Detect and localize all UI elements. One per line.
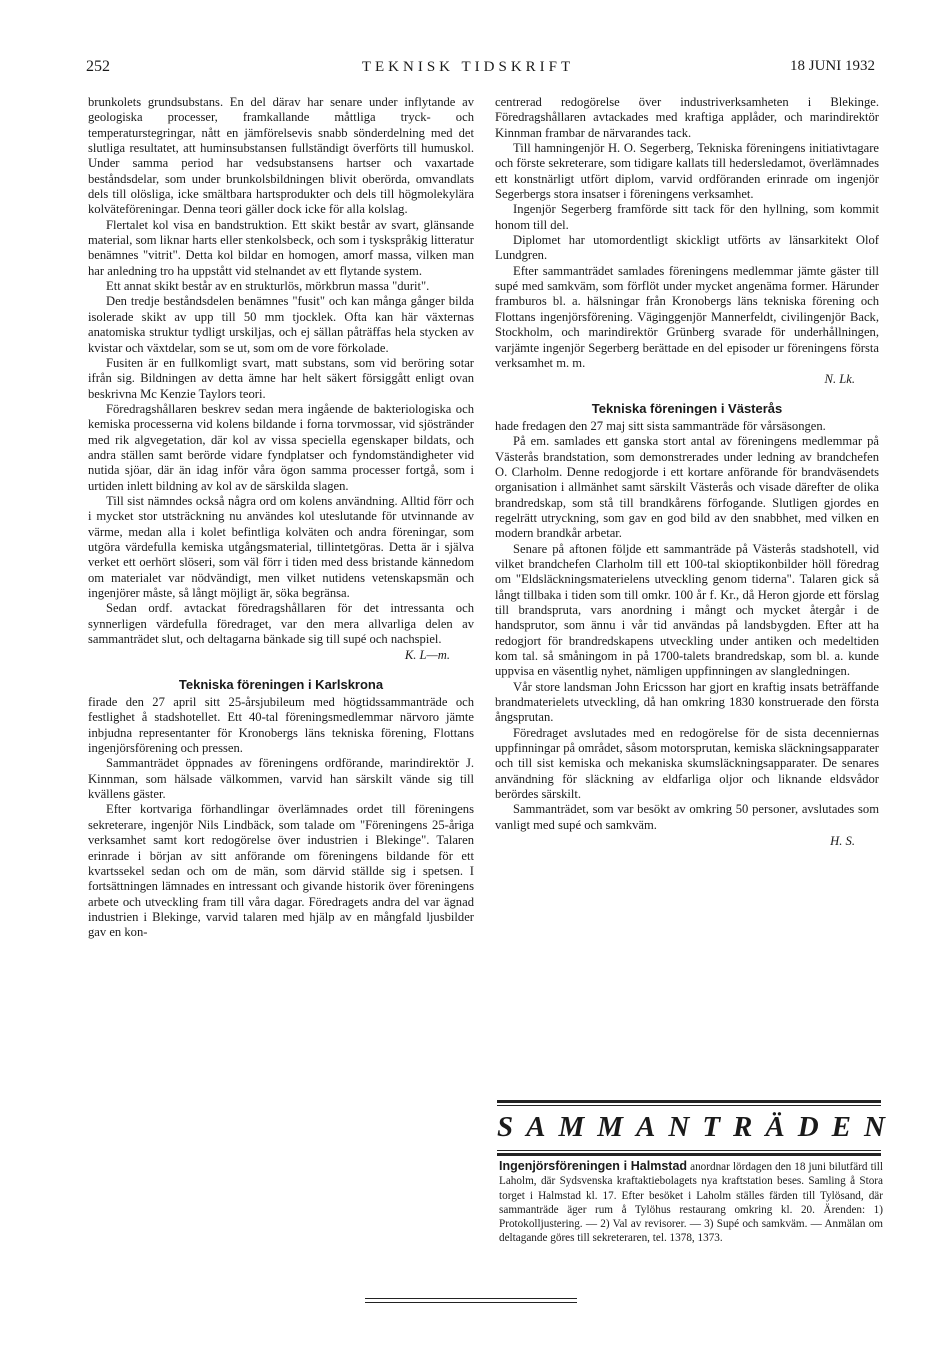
paragraph: Ingenjör Segerberg framförde sitt tack för den hyllning, som kommit honom till del. xyxy=(495,202,879,232)
paragraph: centrerad redogörelse över industriverksamheten i Blekinge. Föredragshållaren avtackades med kraftiga applåder, och marindirektör Kinnman frambar de närvarandes tack. xyxy=(495,95,879,140)
paragraph: Senare på aftonen följde ett sammanträde på Västerås stadshotell, vid vilket brandchefen Clarholm till ett 100-tal skioptikonbilder höll föredrag om "Eldsläckningsmaterielens utveckling genom tiderna". Talaren gick så långt tillbaka i tiden som till omkr. 100 år f. Kr., då Heron gjorde ett förslag till brandspruta, vars anordning i mångt och mycket återgår i de handsprutor, som ännu i vår tid användas på landsbygden. Efter att ha redogjort för brandredskapens utveckling under antiken och medeltiden kom tal. så småningom in på 1700-talets brandredskap, som bl. a. kunde uppvisa en väsentlig nyhet, nämligen uppfinningen av slangledningen. xyxy=(495,541,879,679)
section-heading-karlskrona: Tekniska föreningen i Karlskrona xyxy=(178,676,384,692)
paragraph: På em. samlades ett ganska stort antal av föreningens medlemmar på Västerås brandstation, som demonstrerades under ledning av brandchefen O. Clarholm. Denne redogjorde i ett kortare anförande för brandväsendets organisation i allmänhet samt särskilt Västerås och visade därefter de olika brandredskap, som stå till brandkårens förfogande. Slutligen gjordes en regelrätt utryckning, som gav en god bild av den snabbhet, med vilken en modern brandkår arbetar. xyxy=(495,434,879,541)
paragraph: Vår store landsman John Ericsson har gjort en kraftig insats beträffande brandmaterielets utveckling, då han omkring 1830 konstruerade den första ångsprutan. xyxy=(495,679,879,725)
left-column xyxy=(88,95,474,941)
end-rule xyxy=(365,1302,577,1303)
page-header xyxy=(0,58,936,84)
paragraph: Sammanträdet öppnades av föreningens ordförande, marindirektör J. Kinnman, som hälsade välkommen, varvid han särskilt vände sig till kvällens gäster. xyxy=(88,756,474,802)
paragraph: Diplomet har utomordentligt skickligt utförts av länsarkitekt Olof Lundgren. xyxy=(495,233,879,263)
paragraph: Flertalet kol visa en bandstruktion. Ett skikt består av svart, glänsande material, som liknar harts eller stenkolsbeck, och som i tyskspråkig litteratur benämnes "vitrit". Detta kol bildar en homogen, amorf massa, vilken man har anledning tro ha uppstått vid stelnandet av ett flytande system. xyxy=(88,217,474,278)
meeting-details: anordnar lördagen den 18 juni bilutfärd till Laholm, där Sydsvenska kraftaktiebolagets nya kraftstation beses. Samling å Stora torget i Halmstad kl. 17. Efter besöket i Laholm ställes färden till Tylösand, där sammanträde äger rum å Tylöhus restaurang omkring kl. 20. Ärenden: 1) Protokolljustering. — 2) Val av revisorer. — 3) Supé och samkväm. — Anmälan om deltagande göres till sekreteraren, tel. 1378, 1373. xyxy=(499,1161,884,1245)
paragraph: firade den 27 april sitt 25-årsjubileum med högtidssammanträde och festlighet å stadshotellet. Ett 40-tal föreningsmedlemmar närvoro jämte inbjudna representanter för Kronobergs läns tekniska förening, Flottans ingenjörsförening och pressen. xyxy=(88,695,474,756)
page-number: 252 xyxy=(86,58,110,75)
article-signature: K. L—m. xyxy=(404,648,450,663)
end-rule xyxy=(365,1298,577,1299)
paragraph: Den tredje beståndsdelen benämnes "fusit" och kan många gånger bilda isolerade skikt av upp till 50 mm tjocklek. Ofta kan här växternas anatomiska struktur tydligt urskiljas, och ej sällan påträffas hela stycken av kvistar och växtdelar, som se ut, som om de vore förkolade. xyxy=(88,294,474,355)
paragraph: Sammanträdet, som var besökt av omkring 50 personer, avslutades som vanligt med supé och samkväm. xyxy=(495,802,879,832)
paragraph: Efter kortvariga förhandlingar överlämnades ordet till föreningens sekreterare, ingenjör Nils Lindbäck, som talade om "Föreningens 25-åriga verksamhet samt kort redogörelse över industrien i Blekinge". Talaren erinrade i början av sitt anförande om föreningens bildande för ett kvartssekel sedan och om de män, som därvid ställde sig i spetsen. I fortsättningen lämnades en intressant och givande historik över föreningens arbete och utveckling fram till våra dagar. Föredragets andra del var ägnad industrien i Blekinge, varvid talaren med hjälp av en mångfald ljusbilder gav en kon- xyxy=(88,802,474,940)
paragraph: Till sist nämndes också några ord om kolens användning. Alltid förr och i mycket stor utsträckning nu användes kol uteslutande för utvinnande av värme, medan alla i kolet befintliga kolväten och andra föreningar, som utgöra värdefulla kemiska utgångsmaterial, tillintetgöras. Detta är i själva verket ett oerhört slöseri, som väl förr i tiden med dess bristande kännedom om materialet var nödvändigt, men vilket nutidens vetenskapsmän och ingenjörer måste, så långt möjligt är, söka begränsa. xyxy=(88,493,474,600)
paragraph: brunkolets grundsubstans. En del därav har senare under inflytande av geologiska processer, framkallande måttliga tryck- och temperaturstegringar, nått en jämförelsevis snabb sönderdelning med det slutliga resultatet, att huminsubstansen fullständigt överförts till humuskol. Under samma period har vedsubstansens hartser och vaxartade beståndsdelar, som under brunkolsbildningen blivit oberörda, omvandlats dels till olösliga, icke smältbara hartsprodukter och dels till högmolekylära kolväteföreningar. Denna teori gäller dock icke för alla kolslag. xyxy=(88,95,474,217)
article-signature: H. S. xyxy=(830,834,855,849)
right-column xyxy=(495,95,879,850)
paragraph: Föredraget avslutades med en redogörelse för de sista decenniernas uppfinningar på området, såsom motorsprutan, kemiska släckningsapparater och till sist kemiska och mekaniska skumsläckningsapparater. De senares användning för släckning av eldfarliga oljor och liknande eldsvådor berördes särskilt. xyxy=(495,725,880,802)
journal-title: TEKNISK TIDSKRIFT xyxy=(361,59,575,75)
paragraph: Till hamningenjör H. O. Segerberg, Tekniska föreningens initiativtagare och förste sekreterare, som tidigare kallats till hedersledamot, överlämnades ett konstnärligt utfört diplom, varvid ordföranden erinrade om ingenjör Segerbergs stora insatser i föreningens verksamhet. xyxy=(495,141,879,202)
meeting-organizer: Ingenjörsföreningen i Halmstad xyxy=(499,1159,688,1173)
meetings-banner xyxy=(497,1100,898,1156)
paragraph: Efter sammanträdet samlades föreningens medlemmar jämte gäster till supé med samkväm, som förflöt under mycket angenäma former. Härunder framburos bl. a. hälsningar från Kronobergs läns tekniska förening och Flottans ingenjörsförening. Väginggenjör Mannerfeldt, civilingenjör Back, Stockholm, och marindirektör Grünberg svarade för underhållningen, varjämte ingenjör Segerberg berättade en del episoder ur föreningens första verksamhet m. m. xyxy=(495,263,879,370)
paragraph: Fusiten är en fullkomligt svart, matt substans, som vid beröring sotar ifrån sig. Bildningen av detta ämne har helt säkert försiggått enligt ovan beskrivna Mc Kenzie Taylors teori. xyxy=(88,355,474,401)
meeting-notice xyxy=(499,1159,883,1246)
paragraph: Föredragshållaren beskrev sedan mera ingående de bakteriologiska och kemiska processerna vid kolens bildande i forna torvmossar, vid sjöstränder med rik algvegetation, där kol av vissa speciella egenskaper bildats, och andra ställen samt berörde vidare fyndplatser och fyndomständigheter vid nutida sjöar, där än idag inför våra ögon samma processer fortgå, som i urtiden inlett bildning av kol av de särskilda slagen. xyxy=(88,401,474,493)
issue-date: 18 JUNI 1932 xyxy=(790,58,875,74)
paragraph: Ett annat skikt består av en strukturlös, mörkbrun massa "durit". xyxy=(106,279,430,294)
article-signature: N. Lk. xyxy=(824,372,855,387)
section-heading-vasteras: Tekniska föreningen i Västerås xyxy=(591,400,783,416)
meetings-heading: SAMMANTRÄDEN xyxy=(497,1111,898,1143)
paragraph: Sedan ordf. avtackat föredragshållaren för det intressanta och synnerligen värdefulla föredraget, var den mera allvarliga delen av sammanträdet slut, och deltagarna bänkade sig till supé och nachspiel. xyxy=(88,601,474,647)
paragraph: hade fredagen den 27 maj sitt sista sammanträde för vårsäsongen. xyxy=(495,418,826,433)
